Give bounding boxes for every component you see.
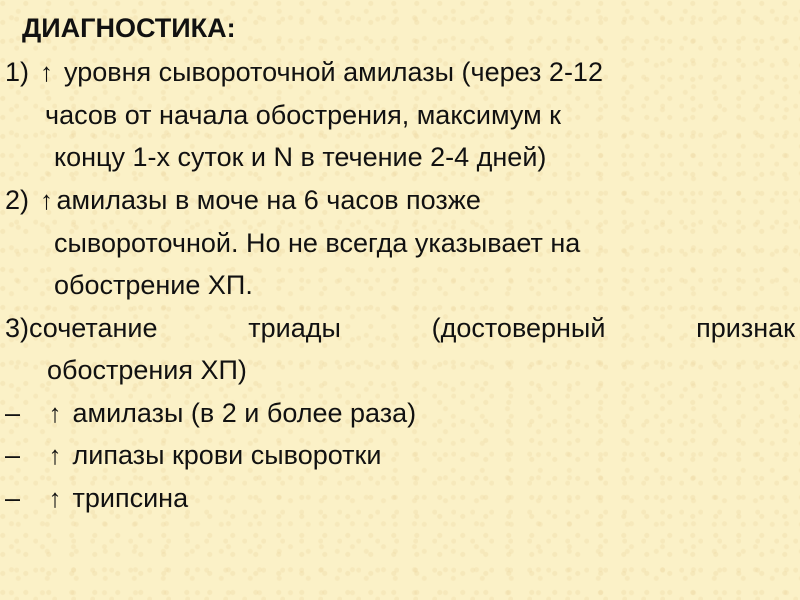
bullet-item	[5, 478, 188, 518]
item1-line1	[5, 52, 603, 92]
dash-bullet-icon: –	[5, 398, 21, 428]
item3-word: (достоверный	[431, 313, 606, 343]
bullet-text: амилазы (в 2 и более раза)	[72, 398, 417, 428]
bullet-text: трипсина	[72, 483, 189, 513]
item1-text: уровня сывороточной амилазы (через 2-12	[64, 57, 603, 87]
up-arrow-icon: ↑	[40, 185, 54, 215]
item1-line2: часов от начала обострения, максимум к	[45, 100, 561, 130]
item2-number: 2)	[5, 185, 30, 215]
item1-number: 1)	[5, 57, 30, 87]
item2-text: амилазы в моче на 6 часов позже	[56, 185, 481, 215]
item3-line1	[5, 308, 795, 348]
item2-line2: сывороточной. Но не всегда указывает на	[54, 228, 581, 258]
bullet-text: липазы крови сыворотки	[72, 440, 382, 470]
dash-bullet-icon: –	[5, 440, 21, 470]
item3-word: признак	[696, 313, 795, 343]
item2-line1	[5, 180, 481, 220]
bullet-item	[5, 393, 416, 433]
up-arrow-icon: ↑	[48, 483, 62, 513]
bullet-item	[5, 435, 381, 475]
item3-word: 3)сочетание	[5, 313, 158, 343]
item3-word: триады	[248, 313, 341, 343]
up-arrow-icon: ↑	[48, 440, 62, 470]
dash-bullet-icon: –	[5, 483, 21, 513]
item3-line2: обострения ХП)	[47, 355, 247, 385]
up-arrow-icon: ↑	[48, 398, 62, 428]
up-arrow-icon: ↑	[40, 57, 54, 87]
item2-line3: обострение ХП.	[54, 270, 253, 300]
slide-title: ДИАГНОСТИКА:	[22, 13, 236, 43]
item1-line3: концу 1-х суток и N в течение 2-4 дней)	[54, 142, 547, 172]
